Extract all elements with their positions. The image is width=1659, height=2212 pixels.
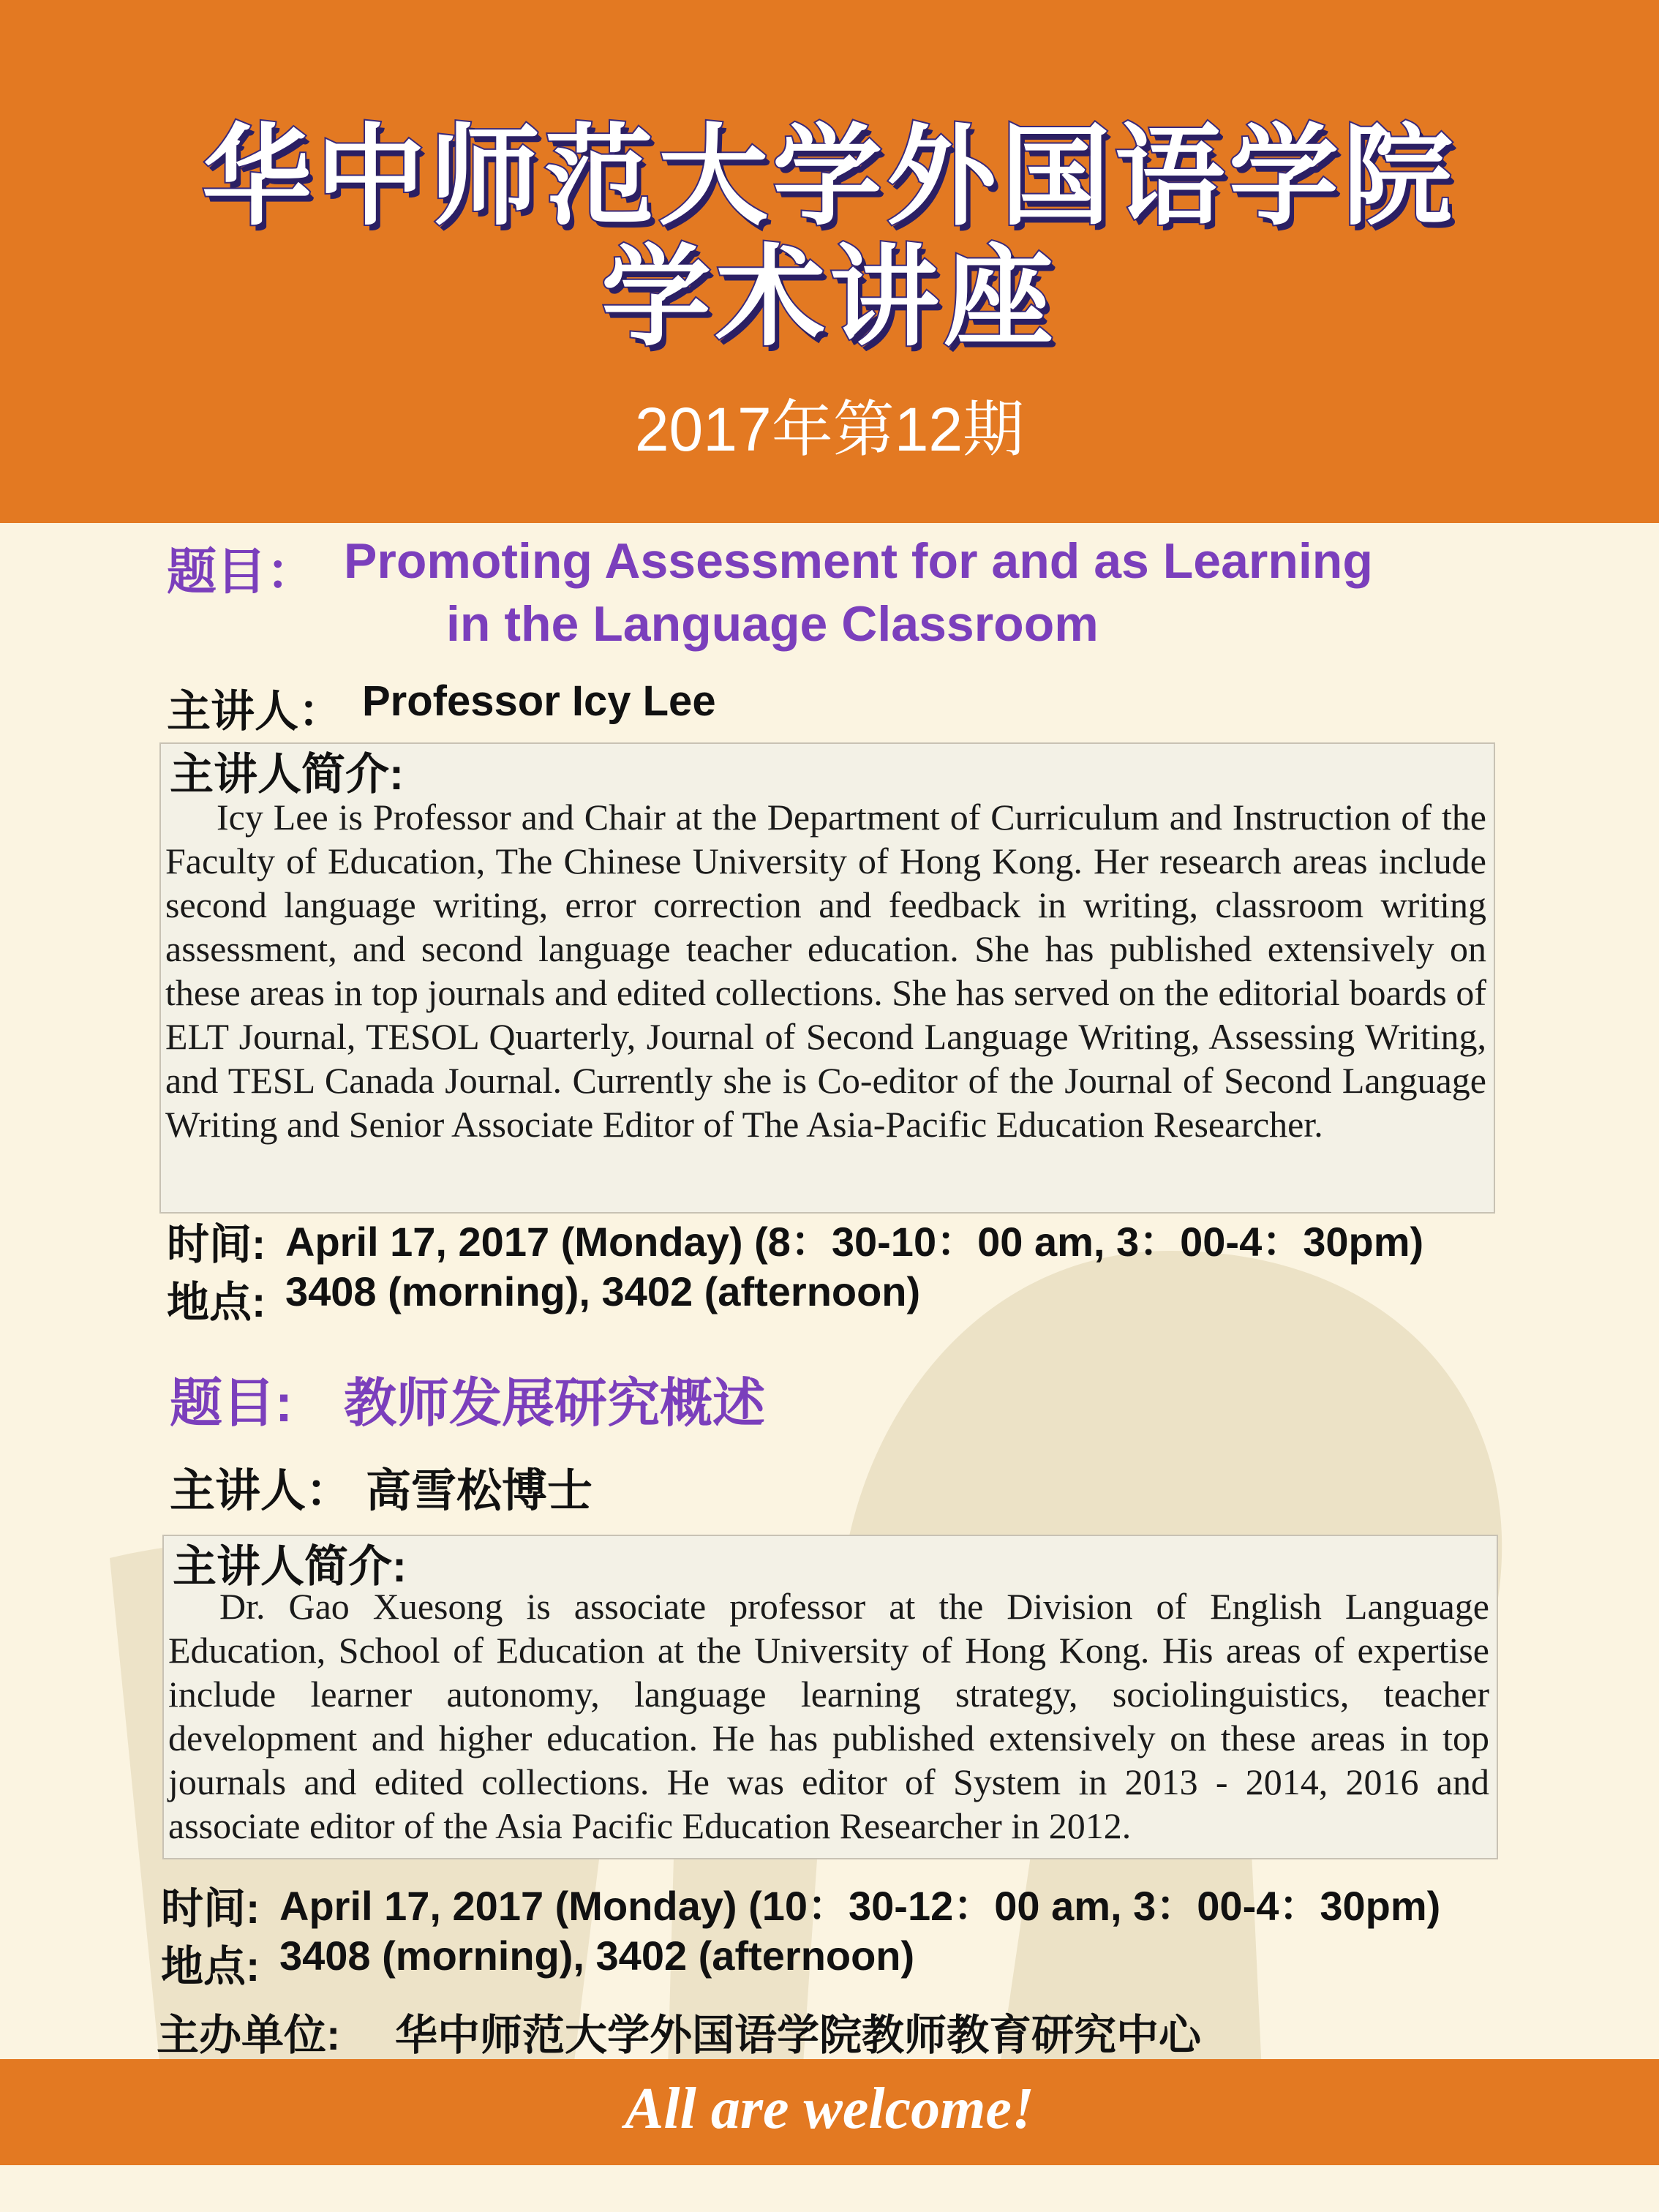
lecture2-speaker-label: 主讲人： [170,1466,352,1516]
organizer-name: 华中师范大学外国语学院教师教育研究中心 [395,2012,1202,2059]
lecture2-bio: Dr. Gao Xuesong is associate professor at the Division of English Language Education, School of Education at the University of Hong Kong. His areas of expertise include learner autonomy, language learning strategy, sociolinguistics, teacher development and higher education. He has published extensively on these areas in top journals and edited collections. He was editor of System in 2013 - 2014, 2016 and associate editor of the Asia Pacific Education Researcher in 2012. [168,1586,1489,1846]
lecture2-time-label: 时间: [161,1885,260,1933]
lecture1-bio-box [159,742,1495,1214]
welcome-message: All are welcome! [625,2077,1034,2141]
lecture1-bio-text [165,795,1486,1146]
lecture2-topic: 教师发展研究概述 [344,1374,766,1433]
organizer-label: 主办单位: [157,2012,341,2059]
lecture2-bio-box [162,1535,1498,1859]
lecture1-place-label: 地点: [167,1279,266,1326]
lecture1-topic-line2: in the Language Classroom [446,596,1099,652]
lecture1-bio-label: 主讲人简介: [170,750,404,799]
lecture1-bio: Icy Lee is Professor and Chair at the Department of Curriculum and Instruction of the Faculty of Education, The Chinese University of Hong Kong. Her research areas include second language writing, error correction and feedback in writing, classroom writing assessment, and second language teacher education. She has published extensively on these areas in top journals and edited collections. She has served on the editorial boards of ELT Journal, TESOL Quarterly, Journal of Second Language Writing, Assessing Writing, and TESL Canada Journal. Currently she is Co-editor of the Journal of Second Language Writing and Senior Associate Editor of The Asia-Pacific Education Researcher. [165,797,1486,1145]
lecture2-place: 3408 (morning), 3402 (afternoon) [279,1933,915,1979]
issue-number: 2017年第12期 [634,395,1025,464]
lecture1-speaker-label: 主讲人： [167,687,342,736]
lecture2-speaker: 高雪松博士 [366,1466,593,1516]
poster-subtitle: 学术讲座 [601,234,1058,361]
lecture1-topic-line1: Promoting Assessment for and as Learning [344,533,1373,589]
poster-title: 华中师范大学外国语学院 [201,113,1457,241]
lecture1-speaker: Professor Icy Lee [362,677,716,725]
lecture2-bio-text [168,1584,1489,1848]
lecture2-time: April 17, 2017 (Monday) (10：30-12：00 am, 3：00-4：30pm) [279,1883,1441,1929]
lecture2-place-label: 地点: [161,1943,260,1990]
lecture2-topic-label: 题目: [170,1374,293,1433]
lecture1-time: April 17, 2017 (Monday) (8：30-10：00 am, 3：00-4：30pm) [285,1219,1424,1265]
lecture1-place: 3408 (morning), 3402 (afternoon) [285,1268,921,1314]
lecture1-time-label: 时间: [167,1221,266,1268]
lecture1-topic-label: 题目： [167,544,317,600]
lecture2-bio-label: 主讲人简介: [173,1542,407,1591]
